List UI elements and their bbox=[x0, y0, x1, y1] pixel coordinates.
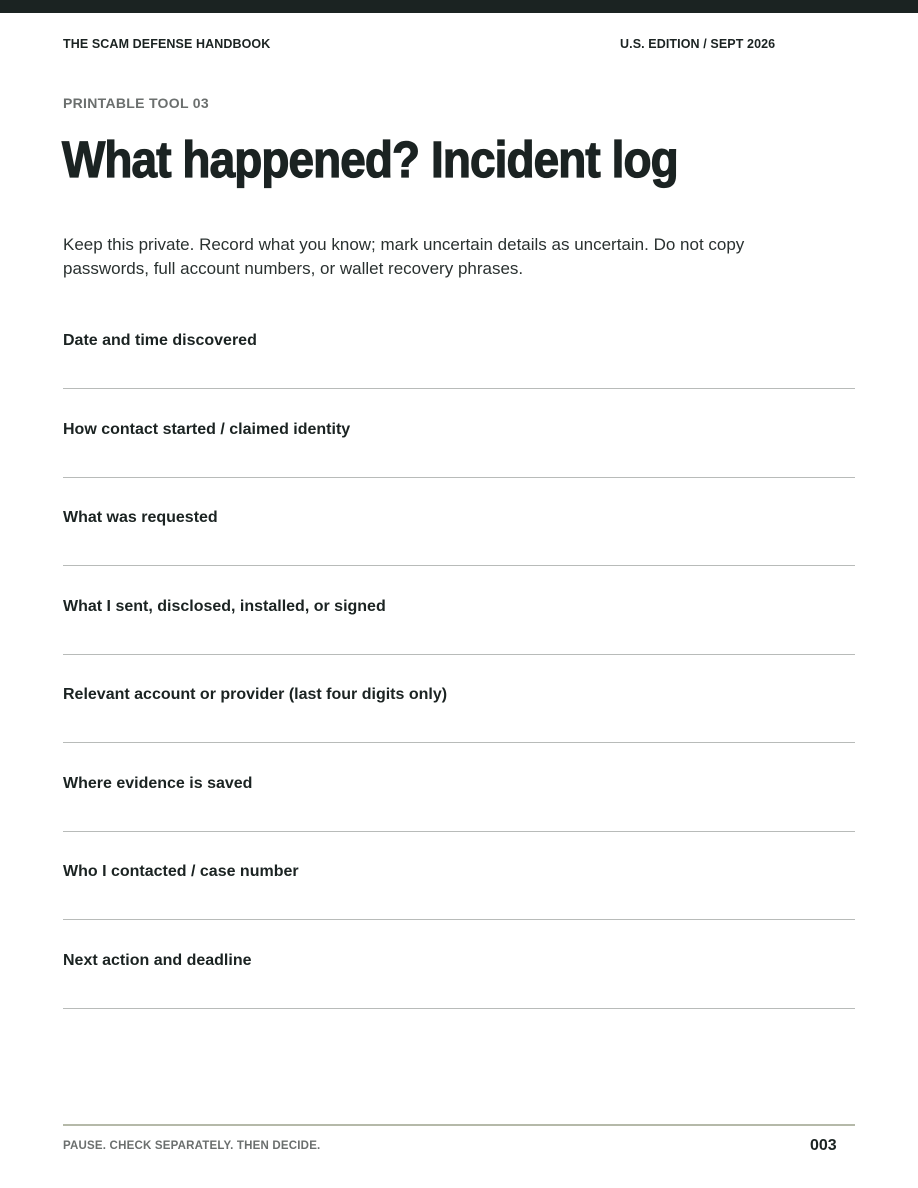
field-label: Where evidence is saved bbox=[63, 774, 253, 792]
edition-label: U.S. EDITION / SEPT 2026 bbox=[620, 37, 776, 51]
field-label: What was requested bbox=[63, 509, 218, 526]
write-in-line[interactable] bbox=[63, 742, 855, 743]
field-next-action bbox=[63, 942, 855, 1031]
footer-divider bbox=[63, 1124, 855, 1126]
field-label: Relevant account or provider (last four digits only) bbox=[63, 686, 448, 703]
top-color-band bbox=[0, 0, 918, 13]
write-in-line[interactable] bbox=[63, 565, 855, 566]
field-label: Who I contacted / case number bbox=[63, 863, 299, 880]
field-label: Next action and deadline bbox=[63, 951, 252, 969]
write-in-line[interactable] bbox=[63, 654, 855, 655]
page-title: What happened? Incident log bbox=[62, 131, 678, 188]
field-relevant-account bbox=[63, 676, 855, 765]
field-date-time-discovered bbox=[63, 322, 855, 411]
tool-kicker: PRINTABLE TOOL 03 bbox=[63, 95, 209, 111]
publication-title: THE SCAM DEFENSE HANDBOOK bbox=[63, 37, 271, 51]
field-contact-claimed-identity bbox=[63, 411, 855, 500]
field-evidence-location bbox=[63, 765, 855, 854]
write-in-line[interactable] bbox=[63, 1008, 855, 1009]
page-number: 003 bbox=[810, 1137, 837, 1154]
footer-tagline: PAUSE. CHECK SEPARATELY. THEN DECIDE. bbox=[63, 1140, 321, 1152]
field-what-i-sent bbox=[63, 588, 855, 677]
write-in-line[interactable] bbox=[63, 831, 855, 832]
field-label: Date and time discovered bbox=[63, 332, 257, 349]
field-who-contacted bbox=[63, 853, 855, 942]
field-label: What I sent, disclosed, installed, or signed bbox=[63, 597, 386, 615]
incident-log-form bbox=[63, 322, 855, 1030]
field-label: How contact started / claimed identity bbox=[63, 420, 351, 438]
write-in-line[interactable] bbox=[63, 388, 855, 389]
intro-paragraph: Keep this private. Record what you know; mark uncertain details as uncertain. Do not copy passwords, full account numbers, or wallet recovery phrases. bbox=[63, 235, 745, 278]
field-what-was-requested bbox=[63, 499, 855, 588]
write-in-line[interactable] bbox=[63, 919, 855, 920]
write-in-line[interactable] bbox=[63, 477, 855, 478]
